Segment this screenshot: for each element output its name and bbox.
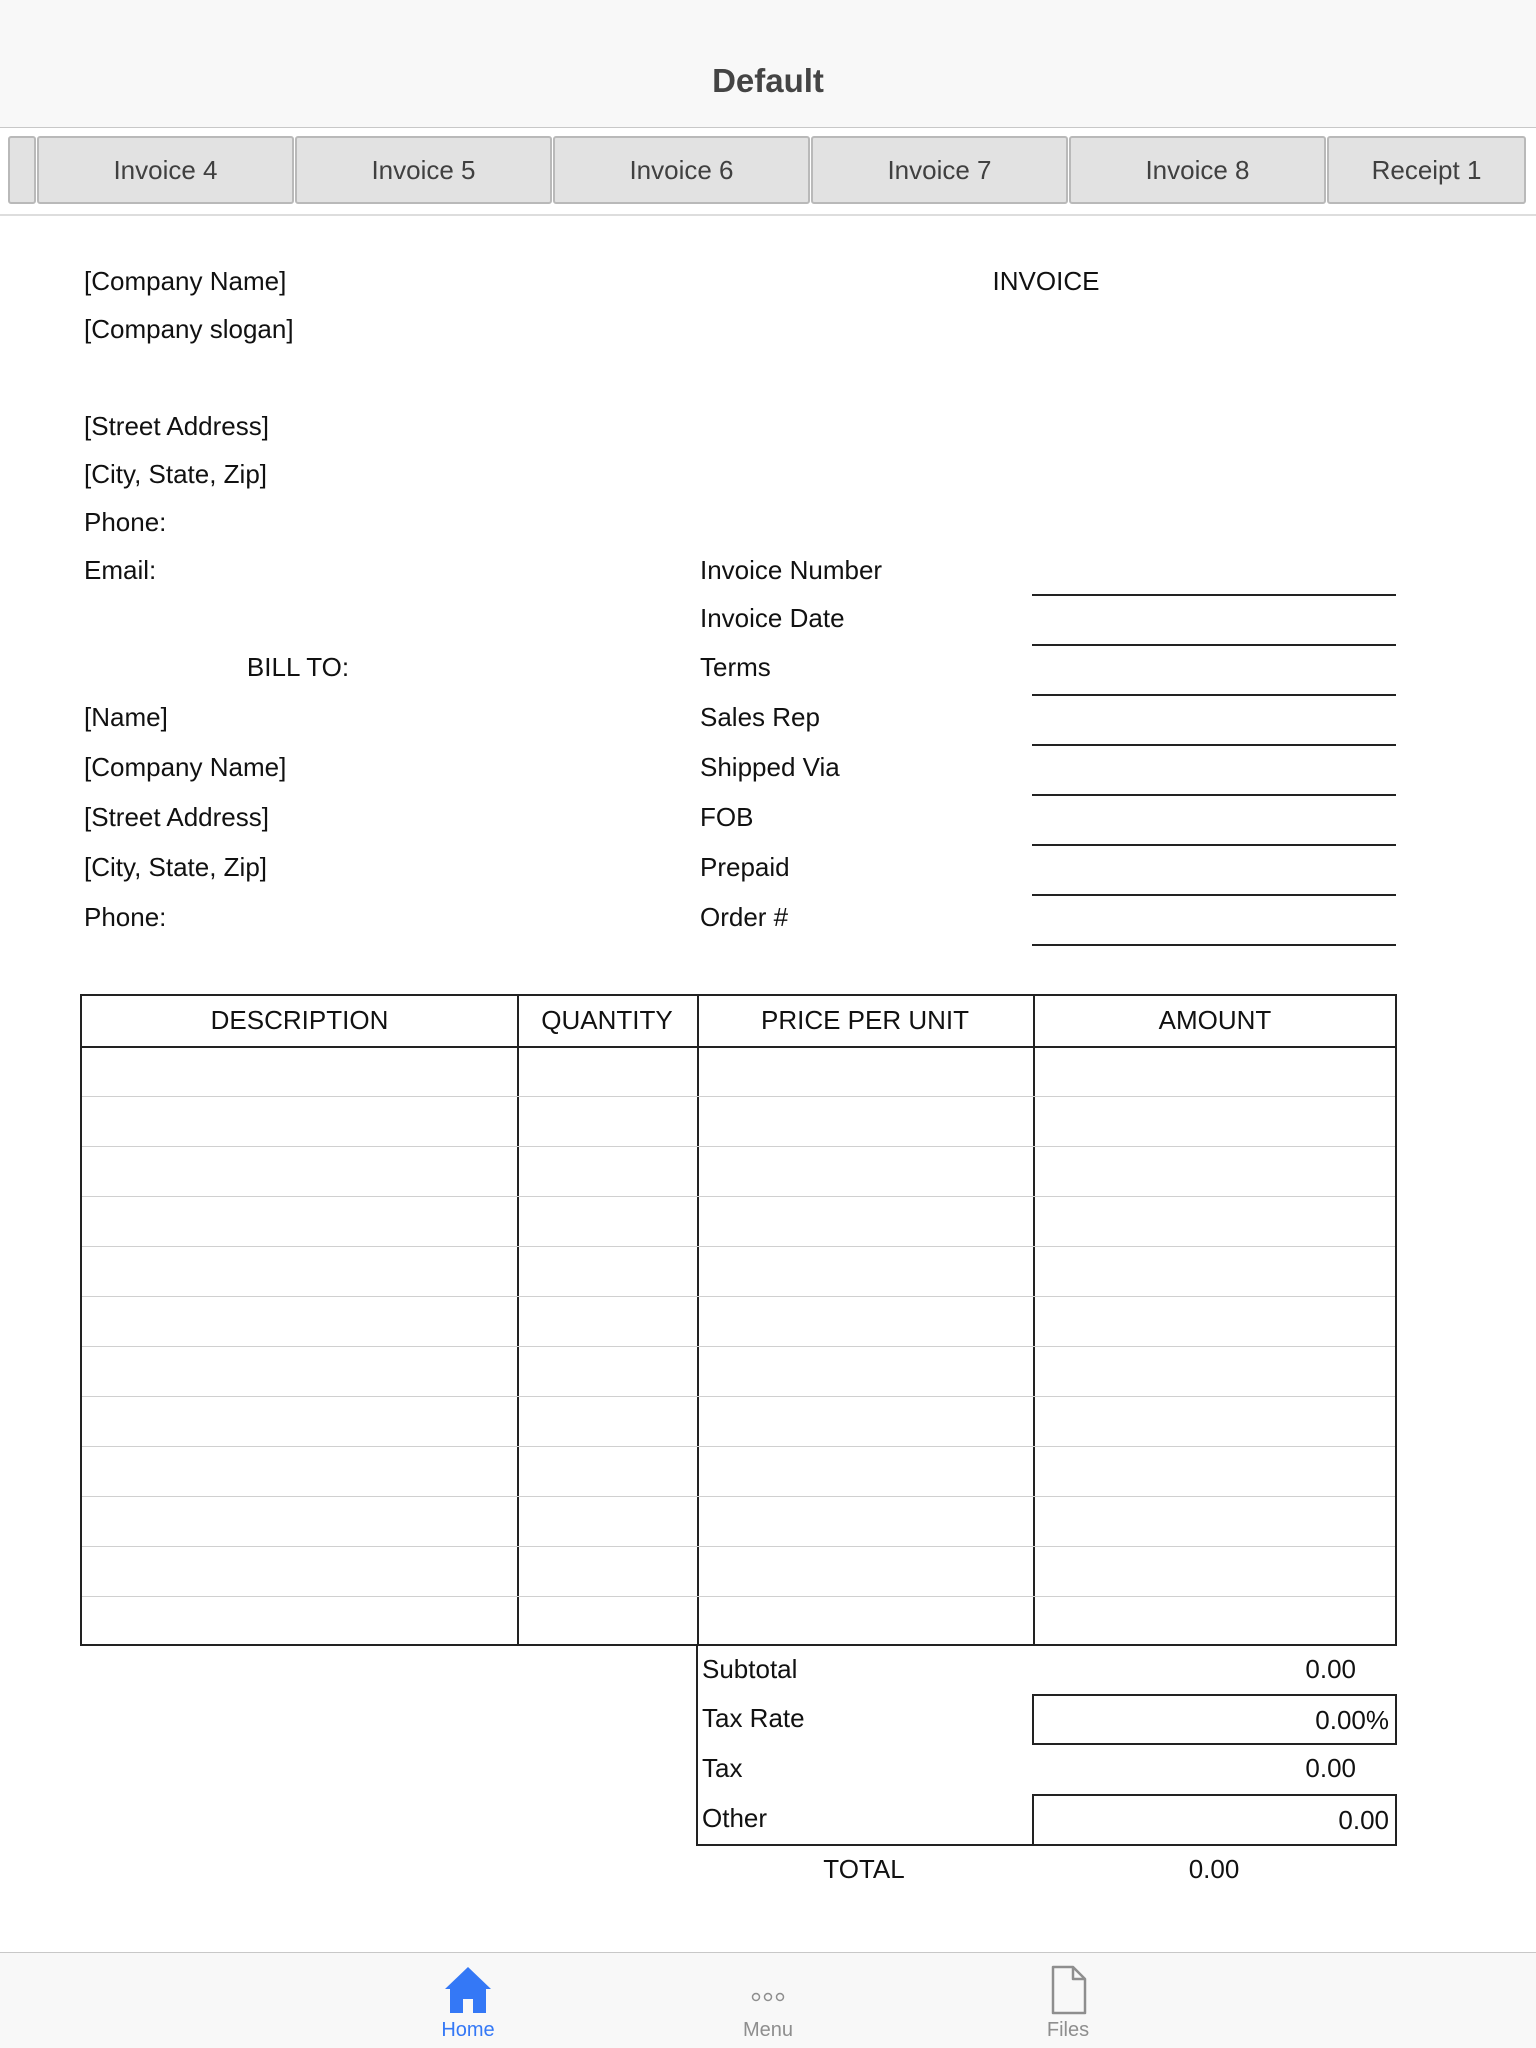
company-email-cell[interactable]: Email:	[84, 555, 157, 585]
table-row-divider	[82, 1196, 1395, 1197]
bill-to-street-cell[interactable]: [Street Address]	[84, 802, 269, 832]
navigation-header	[0, 0, 1536, 128]
tax-rate-value[interactable]: 0.00%	[1315, 1705, 1389, 1735]
document-title: Default	[712, 62, 824, 99]
bottom-tab-menu-label: Menu	[742, 2019, 794, 2041]
table-row-divider	[82, 1146, 1395, 1147]
table-row-divider	[82, 1496, 1395, 1497]
column-header-amount[interactable]: AMOUNT	[1158, 1005, 1272, 1035]
bottom-tab-files[interactable]	[998, 1953, 1138, 2048]
table-row-divider	[82, 1546, 1395, 1547]
sheet-tab-receipt-1[interactable]: Receipt 1	[1327, 136, 1526, 204]
header-separator	[82, 1046, 1395, 1048]
total-label: TOTAL	[823, 1854, 905, 1884]
bill-to-name-cell[interactable]: [Name]	[84, 702, 168, 732]
subtotal-value: 0.00	[1305, 1654, 1356, 1684]
terms-input-line[interactable]	[1032, 694, 1396, 696]
field-fob-label: FOB	[700, 802, 754, 832]
table-row-divider	[82, 1346, 1395, 1347]
sheet-tab-invoice-7[interactable]: Invoice 7	[811, 136, 1068, 204]
invoice-heading[interactable]: INVOICE	[992, 266, 1100, 296]
bill-to-company-cell[interactable]: [Company Name]	[84, 752, 287, 782]
other-input[interactable]	[1032, 1794, 1397, 1846]
totals-left-border	[696, 1646, 698, 1846]
table-row-divider	[82, 1296, 1395, 1297]
other-label: Other	[702, 1803, 768, 1833]
table-row-divider	[82, 1596, 1395, 1597]
line-items-table[interactable]	[80, 994, 1397, 1646]
other-value[interactable]: 0.00	[1338, 1805, 1389, 1835]
sheet-tab-invoice-6[interactable]: Invoice 6	[553, 136, 810, 204]
column-header-description[interactable]: DESCRIPTION	[210, 1005, 389, 1035]
company-city-cell[interactable]: [City, State, Zip]	[84, 459, 268, 489]
field-sales-rep-label: Sales Rep	[700, 702, 820, 732]
sheet-tab-invoice-4[interactable]: Invoice 4	[37, 136, 294, 204]
company-street-cell[interactable]: [Street Address]	[84, 411, 269, 441]
bottom-tab-files-label: Files	[1046, 2019, 1090, 2041]
total-value: 0.00	[1188, 1854, 1240, 1884]
invoice-date-input-line[interactable]	[1032, 644, 1396, 646]
company-name-cell[interactable]: [Company Name]	[84, 266, 287, 296]
shipped-via-input-line[interactable]	[1032, 794, 1396, 796]
house-icon	[443, 1963, 493, 2015]
order-number-input-line[interactable]	[1032, 944, 1396, 946]
table-row-divider	[82, 1396, 1395, 1397]
fob-input-line[interactable]	[1032, 844, 1396, 846]
field-prepaid-label: Prepaid	[700, 852, 790, 882]
tax-rate-input[interactable]	[1032, 1694, 1397, 1745]
sheet-tab-bar[interactable]	[0, 128, 1536, 216]
column-header-quantity[interactable]: QUANTITY	[541, 1005, 673, 1035]
table-row-divider	[82, 1096, 1395, 1097]
prepaid-input-line[interactable]	[1032, 894, 1396, 896]
field-shipped-via-label: Shipped Via	[700, 752, 840, 782]
table-row-divider	[82, 1446, 1395, 1447]
tax-label: Tax	[702, 1753, 743, 1783]
bottom-tab-menu[interactable]	[698, 1953, 838, 2048]
subtotal-label: Subtotal	[702, 1654, 798, 1684]
document-icon	[1043, 1963, 1093, 2015]
company-phone-cell[interactable]: Phone:	[84, 507, 167, 537]
bill-to-city-cell[interactable]: [City, State, Zip]	[84, 852, 268, 882]
field-invoice-number-label: Invoice Number	[700, 555, 883, 585]
tax-rate-label: Tax Rate	[702, 1703, 805, 1733]
bill-to-heading[interactable]: BILL TO:	[246, 652, 350, 682]
company-slogan-cell[interactable]: [Company slogan]	[84, 314, 294, 344]
sheet-tab-invoice-5[interactable]: Invoice 5	[295, 136, 552, 204]
sheet-tab-invoice-8[interactable]: Invoice 8	[1069, 136, 1326, 204]
bottom-tab-bar	[0, 1952, 1536, 2048]
tax-value: 0.00	[1305, 1753, 1356, 1783]
table-row-divider	[82, 1246, 1395, 1247]
field-invoice-date-label: Invoice Date	[700, 603, 845, 633]
field-order-number-label: Order #	[700, 902, 789, 932]
sheet-tab-partial[interactable]	[8, 136, 36, 204]
invoice-number-input-line[interactable]	[1032, 594, 1396, 596]
bottom-tab-home[interactable]	[398, 1953, 538, 2048]
column-header-price-per-unit[interactable]: PRICE PER UNIT	[760, 1005, 970, 1035]
field-terms-label: Terms	[700, 652, 771, 682]
sales-rep-input-line[interactable]	[1032, 744, 1396, 746]
bill-to-phone-cell[interactable]: Phone:	[84, 902, 167, 932]
bottom-tab-home-label: Home	[441, 2019, 495, 2041]
ellipsis-icon	[743, 1963, 793, 2015]
